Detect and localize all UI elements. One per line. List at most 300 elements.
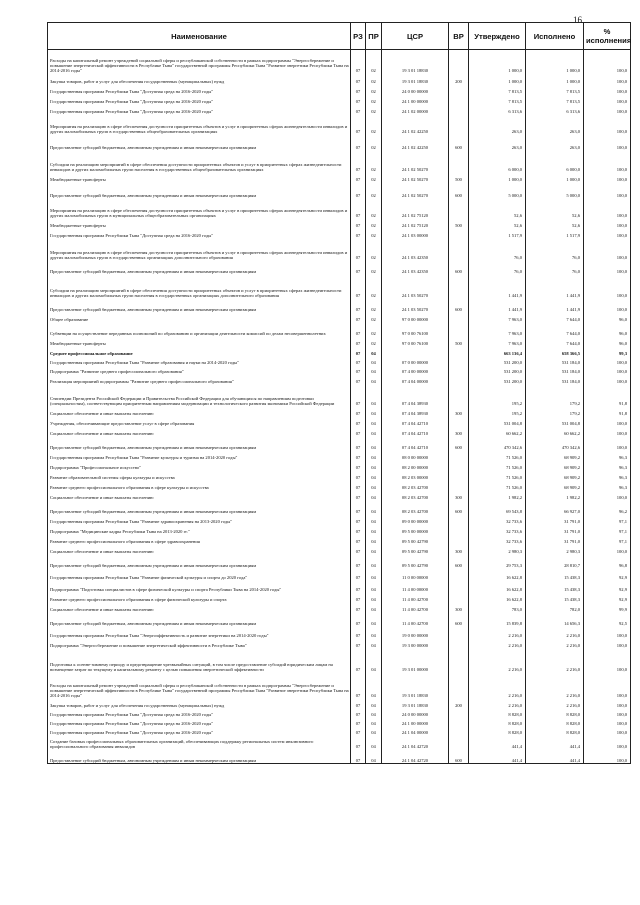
- table-row: [48, 95, 631, 105]
- cell-name: Подпрограмма "Подготовка специалистов в сфере физической культуры и спорта Республики Тыва на 2014-2020 годы": [48, 581, 351, 593]
- cell-rz: 07: [351, 627, 366, 639]
- cell-approved: 531 200,0: [469, 366, 526, 375]
- cell-approved: 531 200,0: [469, 357, 526, 366]
- cell-name: Государственная программа Республики Тыва "Развитие физической культуры и спорта до 2020 года": [48, 569, 351, 581]
- cell-percent: 100,0: [584, 649, 631, 673]
- cell-vr: [449, 347, 469, 357]
- cell-pr: 04: [366, 501, 382, 515]
- cell-rz: 07: [351, 85, 366, 95]
- cell-name: Субсидии на реализацию мероприятий в сфере обеспечения доступности приоритетных объектов и услуг в приоритетных сферах жизнедеятельности инвалидов и других маломобильных групп населения в государственных организациях дополнительного образования: [48, 275, 351, 299]
- cell-percent: 100,0: [584, 639, 631, 649]
- cell-name: Предоставление субсидий бюджетным, автономным учреждениям и иным некоммерческим организациям: [48, 261, 351, 275]
- cell-csr: 09 5 00 42790: [382, 545, 449, 555]
- cell-pr: 02: [366, 50, 382, 74]
- cell-vr: [449, 461, 469, 471]
- cell-executed: 76,0: [526, 261, 584, 275]
- table-row: [48, 736, 631, 750]
- cell-vr: [449, 50, 469, 74]
- cell-percent: 100,0: [584, 299, 631, 313]
- cell-percent: 100,0: [584, 673, 631, 699]
- cell-pr: 02: [366, 239, 382, 261]
- column-header-csr: ЦСР: [382, 23, 449, 50]
- table-row: [48, 593, 631, 603]
- cell-vr: [449, 673, 469, 699]
- cell-executed: 7 644,0: [526, 337, 584, 347]
- cell-rz: 07: [351, 50, 366, 74]
- cell-approved: 7 813,5: [469, 95, 526, 105]
- cell-executed: 1 982,2: [526, 491, 584, 501]
- cell-csr: 07 0 00 00000: [382, 357, 449, 366]
- cell-approved: 7 963,0: [469, 337, 526, 347]
- cell-executed: 263,0: [526, 115, 584, 135]
- cell-name: Государственная программа Республики Тыва "Доступная среда на 2016-2020 годы": [48, 718, 351, 727]
- cell-executed: 531 184,0: [526, 366, 584, 375]
- cell-approved: 2 216,0: [469, 673, 526, 699]
- cell-executed: 7 644,0: [526, 313, 584, 323]
- cell-approved: 52,6: [469, 219, 526, 229]
- table-row: [48, 407, 631, 417]
- table-row: [48, 199, 631, 219]
- cell-pr: 04: [366, 613, 382, 627]
- table-row: [48, 313, 631, 323]
- cell-name: Мероприятия на реализацию в сфере обеспечения доступности приоритетных объектов и услуг в приоритетных сферах жизнедеятельности инвалидов и других маломобильных групп в муниципальных общеобразовательных организациях: [48, 199, 351, 219]
- table-row: [48, 437, 631, 451]
- cell-percent: 96,3: [584, 451, 631, 461]
- cell-csr: 24 1 03 42350: [382, 261, 449, 275]
- cell-name: Межбюджетные трансферты: [48, 337, 351, 347]
- cell-vr: [449, 481, 469, 491]
- cell-name: Предоставление субсидий бюджетным, автономным учреждениям и иным некоммерческим организациям: [48, 501, 351, 515]
- cell-rz: 07: [351, 639, 366, 649]
- cell-executed: 28 810,7: [526, 555, 584, 569]
- cell-approved: 195,2: [469, 385, 526, 407]
- cell-pr: 02: [366, 115, 382, 135]
- cell-executed: 658 366,5: [526, 347, 584, 357]
- cell-name: Государственная программа Республики Тыва "Доступная среда на 2016-2020 годы": [48, 85, 351, 95]
- cell-approved: 263,0: [469, 135, 526, 151]
- cell-approved: 1 441,9: [469, 299, 526, 313]
- cell-name: Социальное обеспечение и иные выплаты населению: [48, 603, 351, 613]
- cell-pr: 04: [366, 627, 382, 639]
- cell-executed: 6 313,6: [526, 105, 584, 115]
- cell-vr: [449, 593, 469, 603]
- cell-vr: 200: [449, 74, 469, 85]
- cell-percent: 91,8: [584, 407, 631, 417]
- cell-pr: 04: [366, 555, 382, 569]
- cell-rz: 07: [351, 427, 366, 437]
- cell-pr: 02: [366, 323, 382, 337]
- cell-approved: 1 000,0: [469, 50, 526, 74]
- table-body: [48, 50, 631, 764]
- cell-name: Социальное обеспечение и иные выплаты населению: [48, 491, 351, 501]
- cell-name: Предоставление субсидий бюджетным, автономным учреждениям и иным некоммерческим организациям: [48, 437, 351, 451]
- table-row: [48, 718, 631, 727]
- column-header-name: Наименование: [48, 23, 351, 50]
- table-row: [48, 555, 631, 569]
- cell-executed: 68 909,2: [526, 451, 584, 461]
- cell-rz: 07: [351, 299, 366, 313]
- table-row: [48, 323, 631, 337]
- cell-approved: 1 982,2: [469, 491, 526, 501]
- cell-approved: 2 980,3: [469, 545, 526, 555]
- cell-percent: 99,3: [584, 347, 631, 357]
- cell-vr: [449, 515, 469, 525]
- table-row: [48, 627, 631, 639]
- table-row: [48, 639, 631, 649]
- cell-percent: 100,0: [584, 95, 631, 105]
- cell-csr: 11 4 00 42700: [382, 603, 449, 613]
- cell-vr: [449, 385, 469, 407]
- cell-vr: 600: [449, 750, 469, 764]
- cell-name: Предоставление субсидий бюджетным, автономным учреждениям и иным некоммерческим организациям: [48, 135, 351, 151]
- budget-execution-table: [47, 22, 631, 764]
- cell-rz: 07: [351, 613, 366, 627]
- table-row: [48, 347, 631, 357]
- cell-vr: [449, 115, 469, 135]
- cell-csr: 24 1 02 42250: [382, 135, 449, 151]
- cell-name: Предоставление субсидий бюджетным, автономным учреждениям и иным некоммерческим организациям: [48, 750, 351, 764]
- cell-csr: 19 3 01 18830: [382, 673, 449, 699]
- cell-csr: 09 5 00 00000: [382, 525, 449, 535]
- table-row: [48, 545, 631, 555]
- table-row: [48, 699, 631, 709]
- cell-csr: 19 3 01 18830: [382, 50, 449, 74]
- cell-rz: 07: [351, 375, 366, 385]
- cell-approved: 7 963,0: [469, 323, 526, 337]
- cell-executed: 5 000,0: [526, 183, 584, 199]
- cell-csr: 19 3 01 00000: [382, 649, 449, 673]
- cell-csr: 24 1 00 00000: [382, 95, 449, 105]
- cell-name: Мероприятия на реализацию в сфере обеспечения доступности приоритетных объектов и услуг в приоритетных сферах жизнедеятельности инвалидов и других маломобильных групп в государственных организациях дополнительного образования: [48, 239, 351, 261]
- cell-vr: [449, 736, 469, 750]
- cell-rz: 07: [351, 151, 366, 173]
- cell-vr: 600: [449, 555, 469, 569]
- cell-name: Подпрограмма "Профессиональное искусство": [48, 461, 351, 471]
- cell-vr: [449, 151, 469, 173]
- table-row: [48, 261, 631, 275]
- cell-percent: 92,9: [584, 581, 631, 593]
- cell-vr: 300: [449, 545, 469, 555]
- cell-pr: 04: [366, 407, 382, 417]
- cell-executed: 2 216,0: [526, 639, 584, 649]
- cell-name: Государственная программа Республики Тыва "Развитие здравоохранения на 2013-2020 годы": [48, 515, 351, 525]
- cell-vr: 200: [449, 699, 469, 709]
- table-row: [48, 673, 631, 699]
- cell-approved: 76,0: [469, 261, 526, 275]
- table-row: [48, 105, 631, 115]
- cell-name: Закупка товаров, работ и услуг для обеспечения государственных (муниципальных) нужд: [48, 699, 351, 709]
- cell-approved: 76,0: [469, 239, 526, 261]
- cell-approved: 5 000,0: [469, 183, 526, 199]
- cell-csr: 19 3 01 18830: [382, 74, 449, 85]
- cell-approved: 1 000,0: [469, 74, 526, 85]
- cell-pr: 04: [366, 581, 382, 593]
- cell-approved: 2 216,0: [469, 639, 526, 649]
- cell-vr: [449, 239, 469, 261]
- cell-name: Межбюджетные трансферты: [48, 173, 351, 183]
- cell-rz: 07: [351, 709, 366, 718]
- cell-csr: 07 4 04 42710: [382, 417, 449, 427]
- cell-pr: 02: [366, 199, 382, 219]
- cell-executed: 15 438,3: [526, 581, 584, 593]
- cell-name: Стипендии Президента Российской Федерации и Правительства Российской Федерации для обучающихся по направлениям подготовки (специальностям), соответствующим приоритетным направлениям модернизации и технологического развития экономики Российской Федерации: [48, 385, 351, 407]
- cell-percent: 100,0: [584, 491, 631, 501]
- cell-executed: 66 927,0: [526, 501, 584, 515]
- cell-rz: 07: [351, 229, 366, 239]
- table-row: [48, 613, 631, 627]
- cell-vr: [449, 417, 469, 427]
- cell-executed: 179,2: [526, 407, 584, 417]
- cell-percent: 100,0: [584, 357, 631, 366]
- cell-executed: 2 216,0: [526, 699, 584, 709]
- cell-csr: 08 0 00 00000: [382, 451, 449, 461]
- cell-csr: 24 1 00 00000: [382, 718, 449, 727]
- cell-percent: 97,1: [584, 515, 631, 525]
- cell-vr: 300: [449, 603, 469, 613]
- cell-vr: [449, 569, 469, 581]
- cell-executed: 441,4: [526, 750, 584, 764]
- table-row: [48, 569, 631, 581]
- page-number: 16: [573, 15, 582, 25]
- cell-percent: 100,0: [584, 718, 631, 727]
- cell-pr: 02: [366, 74, 382, 85]
- cell-rz: 07: [351, 417, 366, 427]
- cell-vr: [449, 229, 469, 239]
- cell-approved: 52,6: [469, 199, 526, 219]
- cell-approved: 8 828,0: [469, 727, 526, 736]
- table-row: [48, 229, 631, 239]
- cell-pr: 04: [366, 347, 382, 357]
- cell-executed: 68 909,2: [526, 461, 584, 471]
- cell-executed: 31 791,0: [526, 515, 584, 525]
- cell-name: Подпрограмма "Энергосбережение и повышение энергетической эффективности в Республике Тыва": [48, 639, 351, 649]
- cell-approved: 16 622,8: [469, 569, 526, 581]
- cell-pr: 02: [366, 95, 382, 105]
- table-row: [48, 85, 631, 95]
- cell-executed: 68 909,2: [526, 481, 584, 491]
- cell-approved: 60 662,2: [469, 427, 526, 437]
- cell-approved: 1 517,9: [469, 229, 526, 239]
- cell-name: Субвенции на осуществление переданных полномочий по образованию и организации деятельности комиссий по делам несовершеннолетних: [48, 323, 351, 337]
- cell-vr: 500: [449, 219, 469, 229]
- cell-name: Межбюджетные трансферты: [48, 219, 351, 229]
- cell-name: Государственная программа Республики Тыва "Развитие образования и науки на 2014-2020 годы": [48, 357, 351, 366]
- cell-name: Реализация мероприятий подпрограммы "Развитие среднего профессионального образования": [48, 375, 351, 385]
- cell-executed: 1 517,9: [526, 229, 584, 239]
- cell-vr: 300: [449, 427, 469, 437]
- cell-rz: 07: [351, 649, 366, 673]
- table-row: [48, 385, 631, 407]
- cell-vr: [449, 275, 469, 299]
- cell-executed: 2 216,0: [526, 673, 584, 699]
- cell-pr: 04: [366, 639, 382, 649]
- cell-percent: 92,5: [584, 613, 631, 627]
- cell-rz: 07: [351, 451, 366, 461]
- cell-vr: 600: [449, 501, 469, 515]
- cell-executed: 8 828,0: [526, 727, 584, 736]
- cell-pr: 02: [366, 151, 382, 173]
- cell-csr: 24 1 02 50270: [382, 183, 449, 199]
- cell-executed: 52,6: [526, 219, 584, 229]
- cell-vr: [449, 366, 469, 375]
- cell-executed: 470 342,6: [526, 437, 584, 451]
- cell-rz: 07: [351, 545, 366, 555]
- cell-executed: 52,6: [526, 199, 584, 219]
- cell-rz: 07: [351, 593, 366, 603]
- cell-percent: 100,0: [584, 417, 631, 427]
- table-row: [48, 525, 631, 535]
- cell-rz: 07: [351, 95, 366, 105]
- cell-approved: 7 813,5: [469, 85, 526, 95]
- cell-percent: 100,0: [584, 135, 631, 151]
- cell-csr: 24 1 02 42250: [382, 115, 449, 135]
- table-row: [48, 357, 631, 366]
- cell-csr: 24 1 02 75120: [382, 219, 449, 229]
- cell-name: Государственная программа Республики Тыва "Доступная среда на 2016-2020 годы": [48, 709, 351, 718]
- cell-pr: 04: [366, 366, 382, 375]
- column-header-approved: Утверждено: [469, 23, 526, 50]
- cell-rz: 07: [351, 313, 366, 323]
- cell-executed: 441,4: [526, 736, 584, 750]
- cell-pr: 04: [366, 535, 382, 545]
- cell-csr: 19 3 01 18830: [382, 699, 449, 709]
- cell-csr: 24 1 02 50270: [382, 151, 449, 173]
- cell-name: Государственная программа Республики Тыва "Доступная среда на 2016-2020 годы": [48, 105, 351, 115]
- cell-rz: 07: [351, 515, 366, 525]
- cell-rz: 07: [351, 347, 366, 357]
- cell-pr: 02: [366, 299, 382, 313]
- cell-pr: 02: [366, 173, 382, 183]
- cell-name: Закупка товаров, работ и услуг для обеспечения государственных (муниципальных) нужд: [48, 74, 351, 85]
- cell-pr: 04: [366, 427, 382, 437]
- cell-percent: 100,0: [584, 183, 631, 199]
- table-row: [48, 727, 631, 736]
- cell-executed: 7 813,5: [526, 85, 584, 95]
- cell-executed: 8 828,0: [526, 709, 584, 718]
- cell-pr: 04: [366, 649, 382, 673]
- cell-executed: 31 791,0: [526, 525, 584, 535]
- cell-executed: 6 000,0: [526, 151, 584, 173]
- cell-approved: 32 733,6: [469, 525, 526, 535]
- cell-executed: 68 909,2: [526, 471, 584, 481]
- cell-approved: 531 200,0: [469, 375, 526, 385]
- cell-rz: 07: [351, 718, 366, 727]
- cell-name: Предоставление субсидий бюджетным, автономным учреждениям и иным некоммерческим организациям: [48, 613, 351, 627]
- table-row: [48, 603, 631, 613]
- cell-executed: 2 980,3: [526, 545, 584, 555]
- cell-percent: 96,0: [584, 337, 631, 347]
- cell-csr: 07 4 04 00000: [382, 375, 449, 385]
- cell-rz: 07: [351, 535, 366, 545]
- cell-rz: 07: [351, 727, 366, 736]
- cell-vr: [449, 323, 469, 337]
- cell-csr: 24 1 04 42720: [382, 736, 449, 750]
- table-row: [48, 491, 631, 501]
- column-header-rz: РЗ: [351, 23, 366, 50]
- cell-vr: 600: [449, 183, 469, 199]
- cell-percent: 100,0: [584, 545, 631, 555]
- cell-percent: 100,0: [584, 736, 631, 750]
- cell-approved: 2 216,0: [469, 649, 526, 673]
- cell-pr: 04: [366, 481, 382, 491]
- cell-executed: 1 441,9: [526, 299, 584, 313]
- cell-csr: 24 1 02 50270: [382, 173, 449, 183]
- cell-executed: 76,0: [526, 239, 584, 261]
- cell-name: Предоставление субсидий бюджетным, автономным учреждениям и иным некоммерческим организациям: [48, 555, 351, 569]
- cell-percent: 100,0: [584, 50, 631, 74]
- table-row: [48, 417, 631, 427]
- cell-name: Государственная программа Республики Тыва "Доступная среда на 2016-2020 годы": [48, 229, 351, 239]
- cell-vr: 500: [449, 173, 469, 183]
- cell-csr: 11 4 00 42700: [382, 613, 449, 627]
- cell-rz: 07: [351, 261, 366, 275]
- cell-csr: 97 0 00 76100: [382, 337, 449, 347]
- cell-approved: 783,0: [469, 603, 526, 613]
- cell-percent: 100,0: [584, 366, 631, 375]
- cell-name: Предоставление субсидий бюджетным, автономным учреждениям и иным некоммерческим организациям: [48, 183, 351, 199]
- cell-percent: 100,0: [584, 151, 631, 173]
- table-row: [48, 115, 631, 135]
- cell-vr: [449, 709, 469, 718]
- cell-name: Расходы на капитальный ремонт учреждений социальной сферы и республиканской собственности в рамках подпрограммы "Энергосбережение и повышение энергетической эффективности в Республике Тыва" государственной программы Республики Тыва "Развитие энергетики Республики Тыва на 2014-2016 годы": [48, 673, 351, 699]
- cell-rz: 07: [351, 603, 366, 613]
- cell-csr: 11 0 00 00000: [382, 569, 449, 581]
- cell-csr: 09 0 00 00000: [382, 515, 449, 525]
- cell-rz: 07: [351, 407, 366, 417]
- cell-rz: 07: [351, 555, 366, 569]
- cell-vr: 600: [449, 261, 469, 275]
- cell-pr: 04: [366, 593, 382, 603]
- table-row: [48, 709, 631, 718]
- cell-percent: 97,1: [584, 535, 631, 545]
- cell-rz: 07: [351, 736, 366, 750]
- cell-pr: 04: [366, 736, 382, 750]
- cell-rz: 07: [351, 105, 366, 115]
- cell-executed: 1 000,0: [526, 173, 584, 183]
- cell-rz: 07: [351, 569, 366, 581]
- cell-approved: 71 526,0: [469, 461, 526, 471]
- cell-csr: 24 1 03 50270: [382, 275, 449, 299]
- cell-vr: 300: [449, 407, 469, 417]
- cell-percent: 100,0: [584, 699, 631, 709]
- cell-percent: 100,0: [584, 709, 631, 718]
- table-row: [48, 481, 631, 491]
- cell-approved: 16 622,8: [469, 593, 526, 603]
- table-row: [48, 183, 631, 199]
- cell-approved: 71 526,0: [469, 471, 526, 481]
- table-row: [48, 501, 631, 515]
- cell-rz: 07: [351, 491, 366, 501]
- cell-executed: 531 004,8: [526, 417, 584, 427]
- cell-executed: 2 216,0: [526, 649, 584, 673]
- cell-name: Развитие среднего профессионального образования в сфере физической культуры и спорта: [48, 593, 351, 603]
- cell-name: Развитие среднего профессионального образования в сфере культуры и искусства: [48, 481, 351, 491]
- cell-approved: 6 313,6: [469, 105, 526, 115]
- cell-vr: 600: [449, 299, 469, 313]
- cell-csr: 07 4 00 00000: [382, 366, 449, 375]
- cell-pr: 04: [366, 451, 382, 461]
- cell-name: Подготовка к осенне-зимнему периоду и предотвращение чрезвычайных ситуаций, в том числе предоставление субсидий юридическим лицам на возмещение затрат по текущему и капитальному ремонту с целью повышения энергетической эффективности: [48, 649, 351, 673]
- cell-csr: 19 3 00 00000: [382, 639, 449, 649]
- cell-pr: 04: [366, 515, 382, 525]
- cell-csr: 24 1 04 00000: [382, 727, 449, 736]
- cell-csr: 11 4 00 42700: [382, 593, 449, 603]
- cell-vr: [449, 727, 469, 736]
- cell-vr: [449, 451, 469, 461]
- cell-name: Развитие среднего профессионального образования в сфере здравоохранения: [48, 535, 351, 545]
- cell-csr: 24 1 03 42350: [382, 239, 449, 261]
- cell-executed: 15 438,3: [526, 593, 584, 603]
